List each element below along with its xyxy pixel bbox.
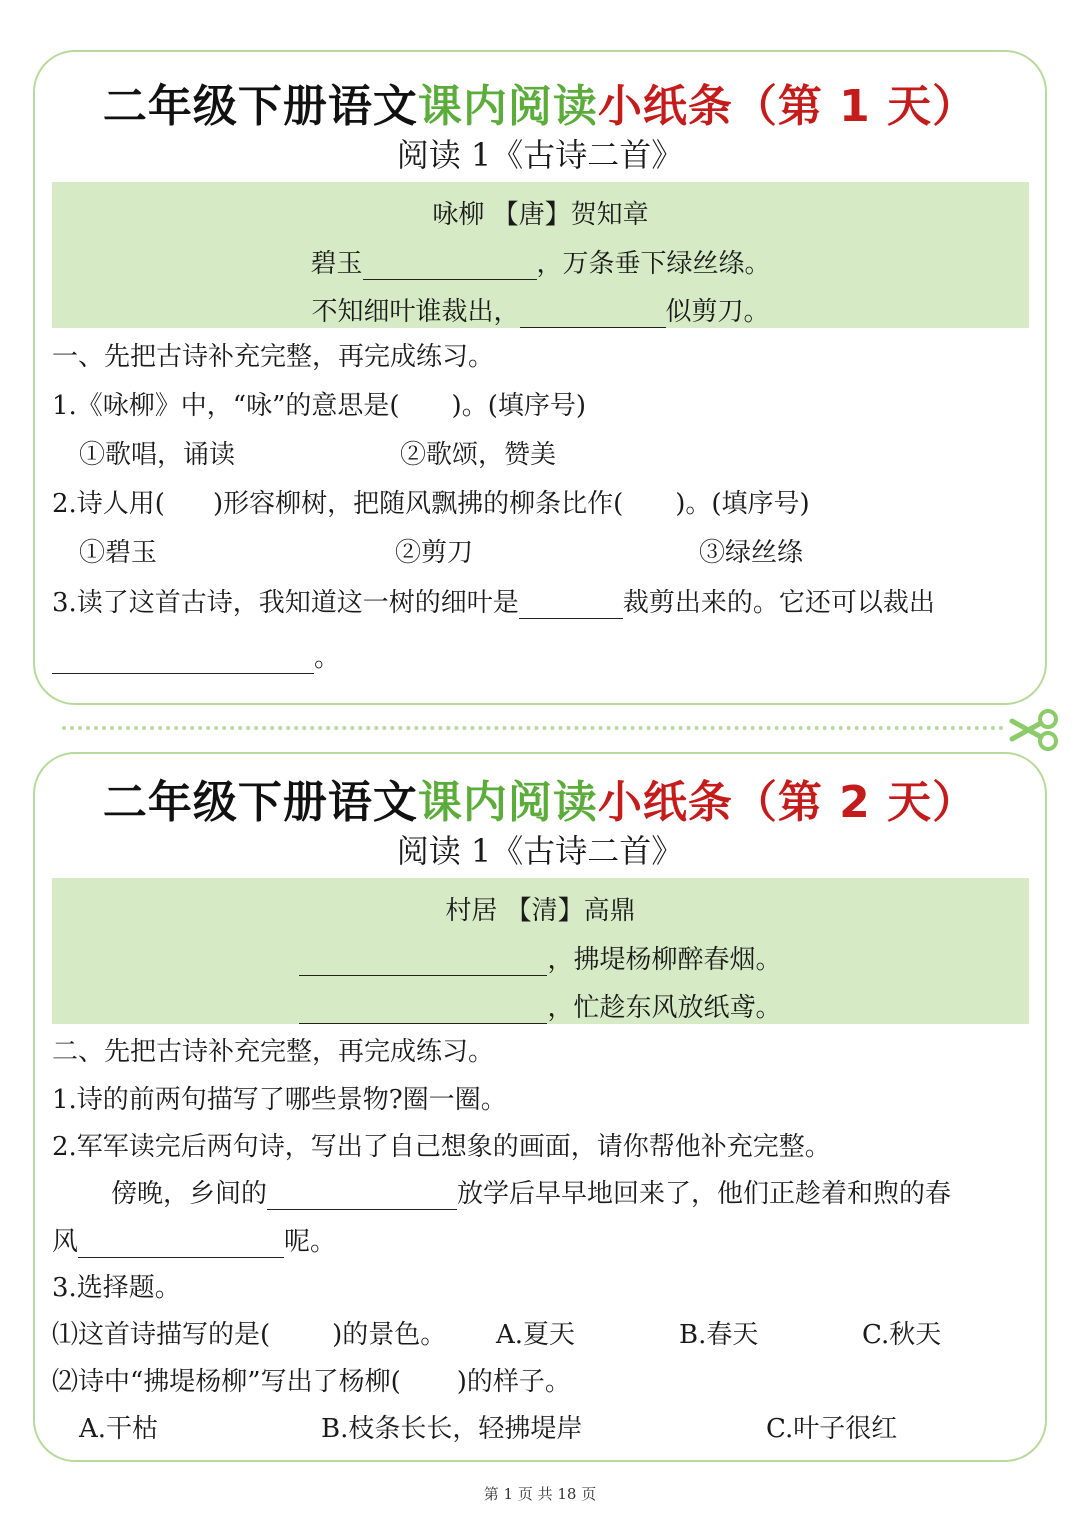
- reading-card-day2: [33, 752, 1047, 1462]
- section-heading: 二、先把古诗补充完整，再完成练习。: [52, 1037, 495, 1067]
- poem-text: ，忙趁东风放纸鸢。: [547, 993, 782, 1023]
- fill-blank[interactable]: [520, 301, 666, 328]
- q3-1-option-c: C.秋天: [862, 1320, 942, 1350]
- reading-card-day1: [33, 50, 1047, 705]
- question-text: 2.诗人用(: [52, 489, 165, 519]
- question-2-line-1: [111, 1178, 951, 1210]
- page-number: 第 1 页 共 18 页: [483, 1485, 597, 1503]
- fill-blank[interactable]: [519, 592, 623, 619]
- question-3-continued: [52, 642, 340, 674]
- poem-line-2: [52, 987, 1029, 1024]
- card-title: [35, 70, 1045, 134]
- fill-blank[interactable]: [299, 997, 547, 1024]
- fill-blank[interactable]: [78, 1231, 284, 1258]
- question-text: ⑴这首诗描写的是(: [52, 1320, 271, 1350]
- poem-line-1: [52, 939, 1029, 976]
- title-day: 小纸条（第 1 天）: [597, 81, 978, 132]
- question-text: )形容柳树，把随风飘拂的柳条比作(: [212, 489, 624, 519]
- q3-2-option-b: B.枝条长长，轻拂堤岸: [321, 1414, 583, 1444]
- q2-option-1: ①碧玉: [79, 538, 158, 568]
- poem-text: ，拂堤杨柳醉春烟。: [547, 945, 782, 975]
- q3-2-option-c: C.叶子很红: [766, 1414, 898, 1444]
- question-text: 呢。: [284, 1227, 337, 1257]
- title-day: 小纸条（第 2 天）: [597, 777, 978, 828]
- question-text: 。: [314, 643, 341, 673]
- question-text: 放学后早早地回来了，他们正趁着和煦的春: [457, 1179, 952, 1209]
- question-text: )的景色。: [332, 1320, 447, 1350]
- question-text: )的样子。: [456, 1367, 571, 1397]
- fill-blank[interactable]: [52, 647, 314, 674]
- poem-box: [52, 182, 1029, 328]
- q3-1-option-a: A.夏天: [496, 1320, 576, 1350]
- scissors-icon: [1008, 708, 1062, 752]
- fill-blank[interactable]: [267, 1183, 457, 1210]
- poem-line-2: [52, 291, 1029, 328]
- question-text: )。(填序号): [675, 489, 810, 519]
- fill-blank[interactable]: [299, 949, 547, 976]
- card-title: [35, 766, 1045, 830]
- fill-blank[interactable]: [363, 253, 537, 280]
- question-text: ⑵诗中“拂堤杨柳”写出了杨柳(: [52, 1367, 401, 1397]
- question-2-line-2: [52, 1226, 336, 1258]
- title-reading: 课内阅读: [417, 81, 598, 132]
- poem-header: 咏柳 【唐】贺知章: [432, 200, 649, 230]
- card-subtitle: 阅读 1《古诗二首》: [396, 136, 684, 174]
- title-grade: 二年级下册语文: [102, 777, 418, 828]
- q3-1-option-b: B.春天: [679, 1320, 759, 1350]
- question-text: 1.《咏柳》中，“咏”的意思是(: [52, 391, 400, 421]
- poem-text: ，万条垂下绿丝绦。: [536, 249, 771, 279]
- title-grade: 二年级下册语文: [102, 81, 418, 132]
- question-text: 3.读了这首古诗，我知道这一树的细叶是: [52, 588, 519, 618]
- question-1: [52, 390, 586, 422]
- poem-text: 似剪刀。: [665, 297, 770, 327]
- question-text: 裁剪出来的。它还可以裁出: [622, 588, 935, 618]
- poem-header: 村居 【清】高鼎: [445, 896, 636, 926]
- poem-text: 碧玉: [310, 249, 363, 279]
- card-subtitle: 阅读 1《古诗二首》: [396, 832, 684, 870]
- q3-2-option-a: A.干枯: [79, 1414, 159, 1444]
- poem-text: 不知细叶谁裁出，: [311, 297, 520, 327]
- section-heading: 一、先把古诗补充完整，再完成练习。: [52, 342, 495, 372]
- q1-option-1: ①歌唱，诵读: [79, 440, 236, 470]
- poem-line-1: [52, 243, 1029, 280]
- question-text: 风: [52, 1227, 79, 1257]
- q1-option-2: ②歌颂，赞美: [400, 440, 557, 470]
- question-2: 2.军军读完后两句诗，写出了自己想象的画面，请你帮他补充完整。: [52, 1132, 831, 1162]
- question-3-1: [52, 1319, 446, 1351]
- question-text: 傍晚，乡间的: [111, 1179, 268, 1209]
- question-3: [52, 587, 935, 619]
- title-reading: 课内阅读: [417, 777, 598, 828]
- question-1: 1.诗的前两句描写了哪些景物?圈一圈。: [52, 1085, 507, 1115]
- cut-line: [62, 726, 1004, 730]
- poem-box: [52, 878, 1029, 1024]
- question-3: 3.选择题。: [52, 1273, 181, 1303]
- q2-option-3: ③绿丝绦: [699, 538, 804, 568]
- question-3-2: [52, 1366, 571, 1398]
- question-text: )。(填序号): [451, 391, 586, 421]
- question-2: [52, 488, 810, 520]
- q2-option-2: ②剪刀: [395, 538, 474, 568]
